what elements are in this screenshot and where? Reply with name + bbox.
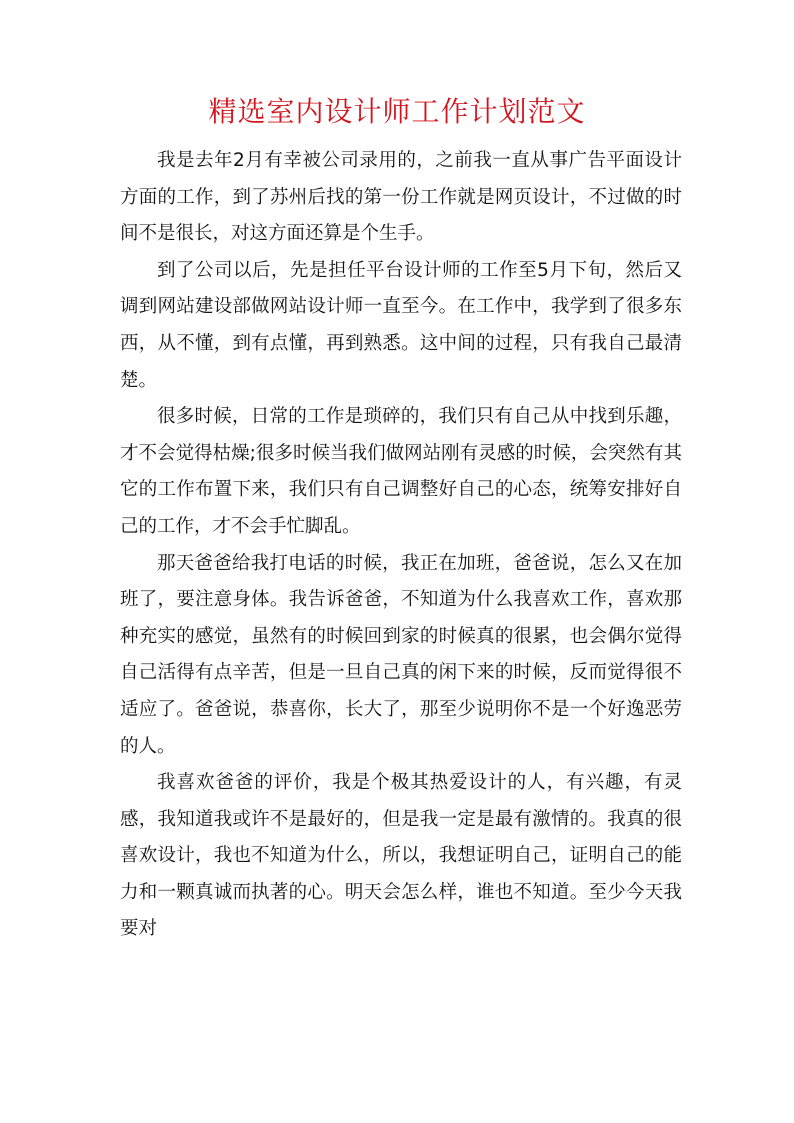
document-title: 精选室内设计师工作计划范文 [208,95,586,128]
paragraph-2: 到了公司以后，先是担任平台设计师的工作至5月下旬，然后又调到网站建设部做网站设计师一直至今。在工作中，我学到了很多东西，从不懂，到有点懂，再到熟悉。这中间的过程，只有我自己最清楚。 [120,259,682,391]
paragraph-5: 我喜欢爸爸的评价，我是个极其热爱设计的人，有兴趣，有灵感，我知道我或许不是最好的，但是我一定是最有激情的。我真的很喜欢设计，我也不知道为什么，所以，我想证明自己，证明自己的能力和一颗真诚而执著的心。明天会怎么样，谁也不知道。至少今天我要对 [120,772,682,940]
paragraph-3: 很多时候，日常的工作是琐碎的，我们只有自己从中找到乐趣，才不会觉得枯燥;很多时候当我们做网站刚有灵感的时候，会突然有其它的工作布置下来，我们只有自己调整好自己的心态，统筹安排好自己的工作，才不会手忙脚乱。 [120,406,682,537]
paragraph-1: 我是去年2月有幸被公司录用的，之前我一直从事广告平面设计方面的工作，到了苏州后找的第一份工作就是网页设计，不过做的时间不是很长，对这方面还算是个生手。 [120,150,682,245]
document-body [120,143,682,948]
paragraph-4: 那天爸爸给我打电话的时候，我正在加班，爸爸说，怎么又在加班了，要注意身体。我告诉爸爸，不知道为什么我喜欢工作，喜欢那种充实的感觉，虽然有的时候回到家的时候真的很累，也会偶尔觉得自己活得有点辛苦，但是一旦自己真的闲下来的时候，反而觉得很不适应了。爸爸说，恭喜你，长大了，那至少说明你不是一个好逸恶劳的人。 [120,552,682,757]
